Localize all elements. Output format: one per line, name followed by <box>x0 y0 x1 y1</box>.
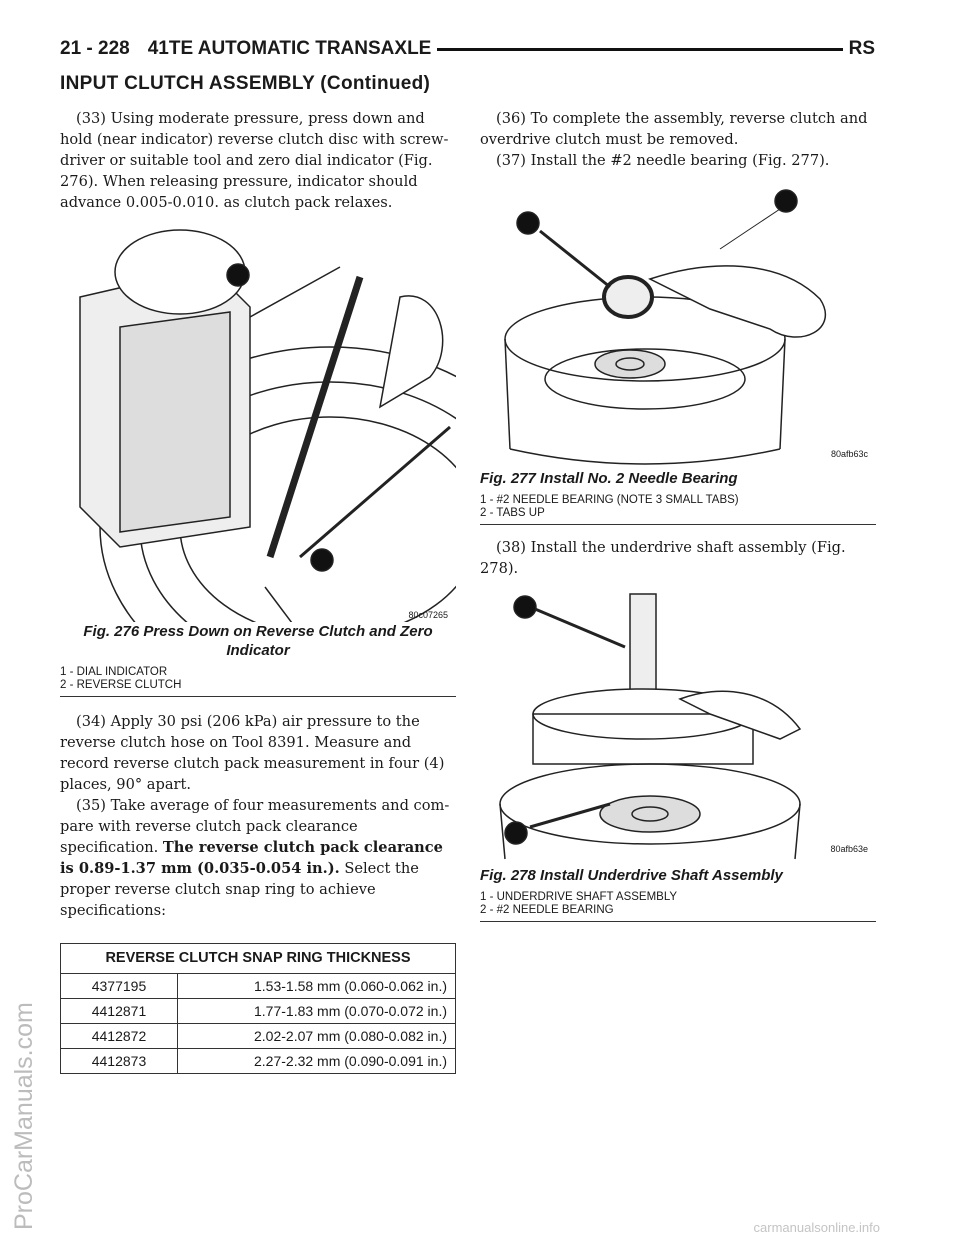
figure-code: 80c07265 <box>408 610 448 620</box>
thickness: 1.77-1.83 mm (0.070-0.072 in.) <box>178 999 456 1024</box>
page-header <box>60 38 875 60</box>
part-number: 4412871 <box>61 999 178 1024</box>
step-38: (38) Install the underdrive shaft assembly (Fig. 278). <box>480 539 846 577</box>
part-number: 4412873 <box>61 1049 178 1074</box>
header-rule <box>437 48 842 51</box>
figure-divider <box>60 696 456 697</box>
right-column <box>480 108 876 922</box>
step-35-text: (35) Take average of four measurements and com-pare with reverse clutch pack clearance specification. <box>60 797 450 856</box>
figure-caption: Fig. 276 Press Down on Reverse Clutch and Zero Indicator <box>83 623 433 659</box>
figure-code: 80afb63e <box>830 844 868 854</box>
figure-277 <box>480 179 876 525</box>
legend-item: 2 - TABS UP <box>480 506 545 519</box>
figure-277-illustration <box>480 179 876 469</box>
footer-watermark: carmanualsonline.info <box>753 1220 880 1235</box>
legend-item: 2 - REVERSE CLUTCH <box>60 678 182 691</box>
legend-item: 1 - DIAL INDICATOR <box>60 666 168 678</box>
figure-legend <box>480 891 876 916</box>
part-number: 4412872 <box>61 1024 178 1049</box>
step-35 <box>60 795 456 921</box>
thickness: 1.53-1.58 mm (0.060-0.062 in.) <box>178 974 456 999</box>
table-title: REVERSE CLUTCH SNAP RING THICKNESS <box>61 944 456 974</box>
header-model: RS <box>848 38 875 59</box>
step-36: (36) To complete the assembly, reverse clutch and overdrive clutch must be removed. <box>480 110 868 148</box>
side-watermark: ProCarManuals.com <box>10 1002 38 1230</box>
thickness: 2.02-2.07 mm (0.080-0.082 in.) <box>178 1024 456 1049</box>
legend-item: 2 - #2 NEEDLE BEARING <box>480 903 614 916</box>
page-number: 21 - 228 <box>60 38 130 59</box>
figure-276 <box>60 227 456 697</box>
step-33: (33) Using moderate pressure, press down and hold (near indicator) reverse clutch disc with screw-driver or suitable tool and zero dial indicator (Fig. 276). When releasing pressure, indicator should advance 0.005-0.010. as clutch pack relaxes. <box>60 110 449 211</box>
step-34: (34) Apply 30 psi (206 kPa) air pressure to the reverse clutch hose on Tool 8391. Measure and record reverse clutch pack measurement in four (4) places, 90° apart. <box>60 713 445 793</box>
section-title: INPUT CLUTCH ASSEMBLY (Continued) <box>60 73 431 94</box>
figure-legend <box>60 666 456 691</box>
legend-item: 1 - #2 NEEDLE BEARING (NOTE 3 SMALL TABS) <box>480 494 739 506</box>
step-35-spec: The reverse clutch pack clearance is 0.89-1.37 mm (0.035-0.054 in.). <box>60 839 443 877</box>
table-row <box>61 999 456 1024</box>
part-number: 4377195 <box>61 974 178 999</box>
figure-divider <box>480 921 876 922</box>
left-column <box>60 108 456 1074</box>
legend-item: 1 - UNDERDRIVE SHAFT ASSEMBLY <box>480 891 678 903</box>
figure-legend <box>480 494 876 519</box>
figure-caption: Fig. 278 Install Underdrive Shaft Assembly <box>480 867 783 884</box>
figure-278-illustration <box>480 589 876 866</box>
snap-ring-table <box>60 943 456 1074</box>
header-title: 41TE AUTOMATIC TRANSAXLE <box>147 38 432 59</box>
step-35-text-2: Select the proper reverse clutch snap ring to achieve specifications: <box>60 860 419 919</box>
figure-276-illustration <box>60 227 456 622</box>
figure-caption: Fig. 277 Install No. 2 Needle Bearing <box>480 470 738 487</box>
thickness: 2.27-2.32 mm (0.090-0.091 in.) <box>178 1049 456 1074</box>
figure-code: 80afb63c <box>830 449 868 459</box>
figure-278 <box>480 589 876 922</box>
table-row <box>61 1024 456 1049</box>
table-row <box>61 974 456 999</box>
figure-divider <box>480 524 876 525</box>
step-37: (37) Install the #2 needle bearing (Fig. 277). <box>496 152 830 169</box>
table-row <box>61 1049 456 1074</box>
